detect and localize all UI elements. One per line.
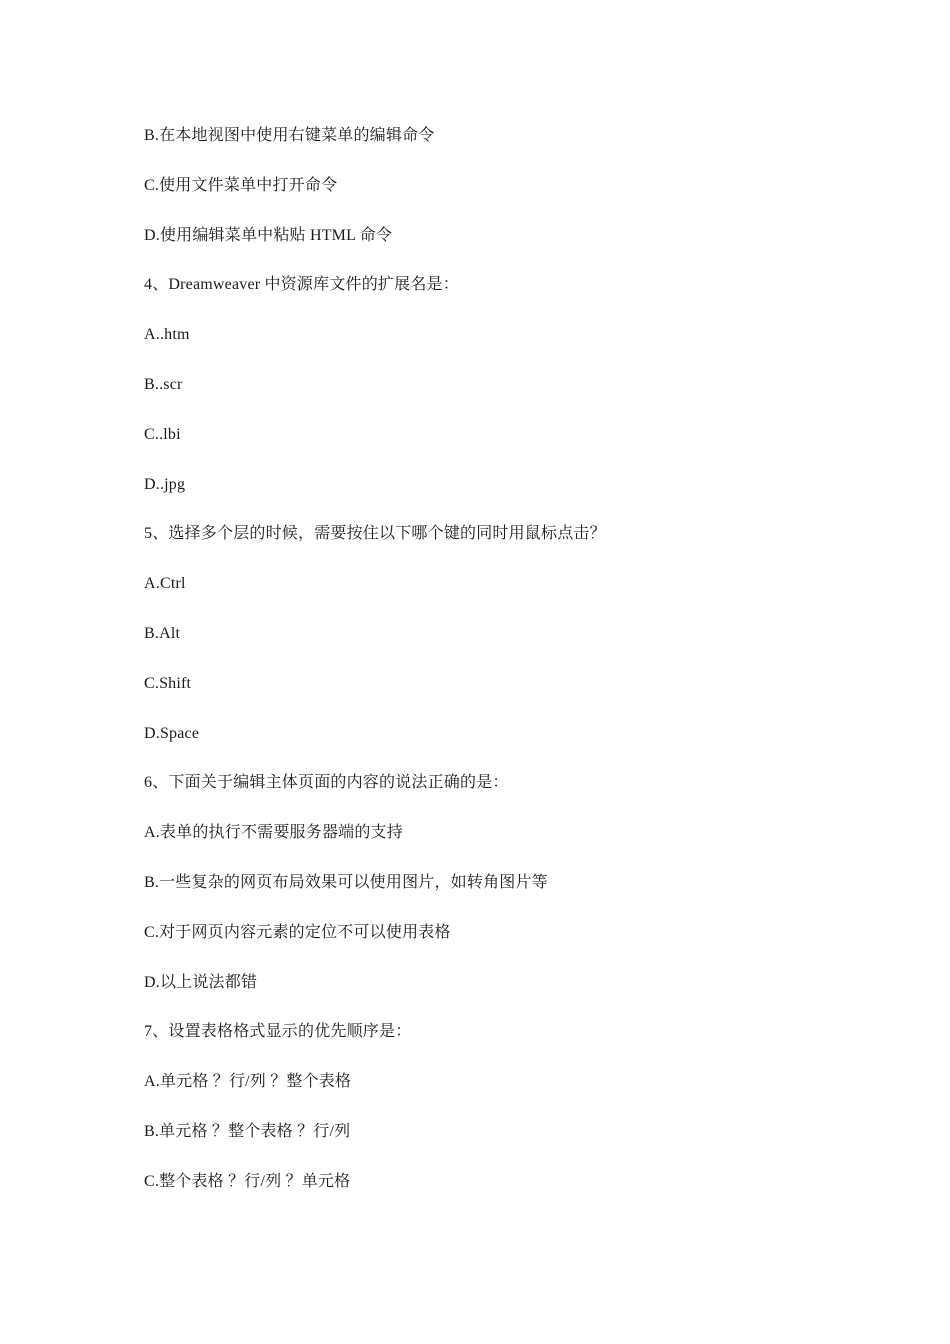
option-6b: B.一些复杂的网页布局效果可以使用图片，如转角图片等	[144, 873, 548, 891]
option-6d: D.以上说法都错	[144, 973, 258, 991]
option-6a: A.表单的执行不需要服务器端的支持	[144, 824, 403, 842]
option-5b: B.Alt	[144, 624, 181, 642]
option-4a: A..htm	[144, 326, 190, 344]
option-4d: D..jpg	[144, 475, 186, 493]
option-5c: C.Shift	[144, 674, 192, 692]
option-5a: A.Ctrl	[144, 575, 186, 593]
option-7a: A.单元格 ？行/列 ？整个表格	[144, 1073, 352, 1091]
option-7b: B.单元格 ？整个表格 ？行/列	[144, 1122, 351, 1140]
option-4b: B..scr	[144, 375, 183, 393]
option-3d: D.使用编辑菜单中粘贴 HTML 命令	[144, 226, 393, 244]
option-3b: B.在本地视图中使用右键菜单的编辑命令	[144, 127, 435, 144]
option-3c: C.使用文件菜单中打开命令	[144, 176, 338, 194]
question-6: 6、下面关于编辑主体页面的内容的说法正确的是：	[144, 774, 509, 792]
question-5: 5、选择多个层的时候，需要按住以下哪个键的同时用鼠标点击？	[144, 525, 606, 543]
document-body	[144, 124, 844, 1220]
option-7c: C.整个表格 ？行/列 ？单元格	[144, 1172, 351, 1190]
option-6c: C.对于网页内容元素的定位不可以使用表格	[144, 923, 451, 941]
option-5d: D.Space	[144, 724, 200, 742]
option-4c: C..lbi	[144, 425, 181, 443]
question-4: 4、Dreamweaver 中资源库文件的扩展名是：	[144, 276, 459, 294]
question-7: 7、设置表格格式显示的优先顺序是：	[144, 1023, 412, 1041]
